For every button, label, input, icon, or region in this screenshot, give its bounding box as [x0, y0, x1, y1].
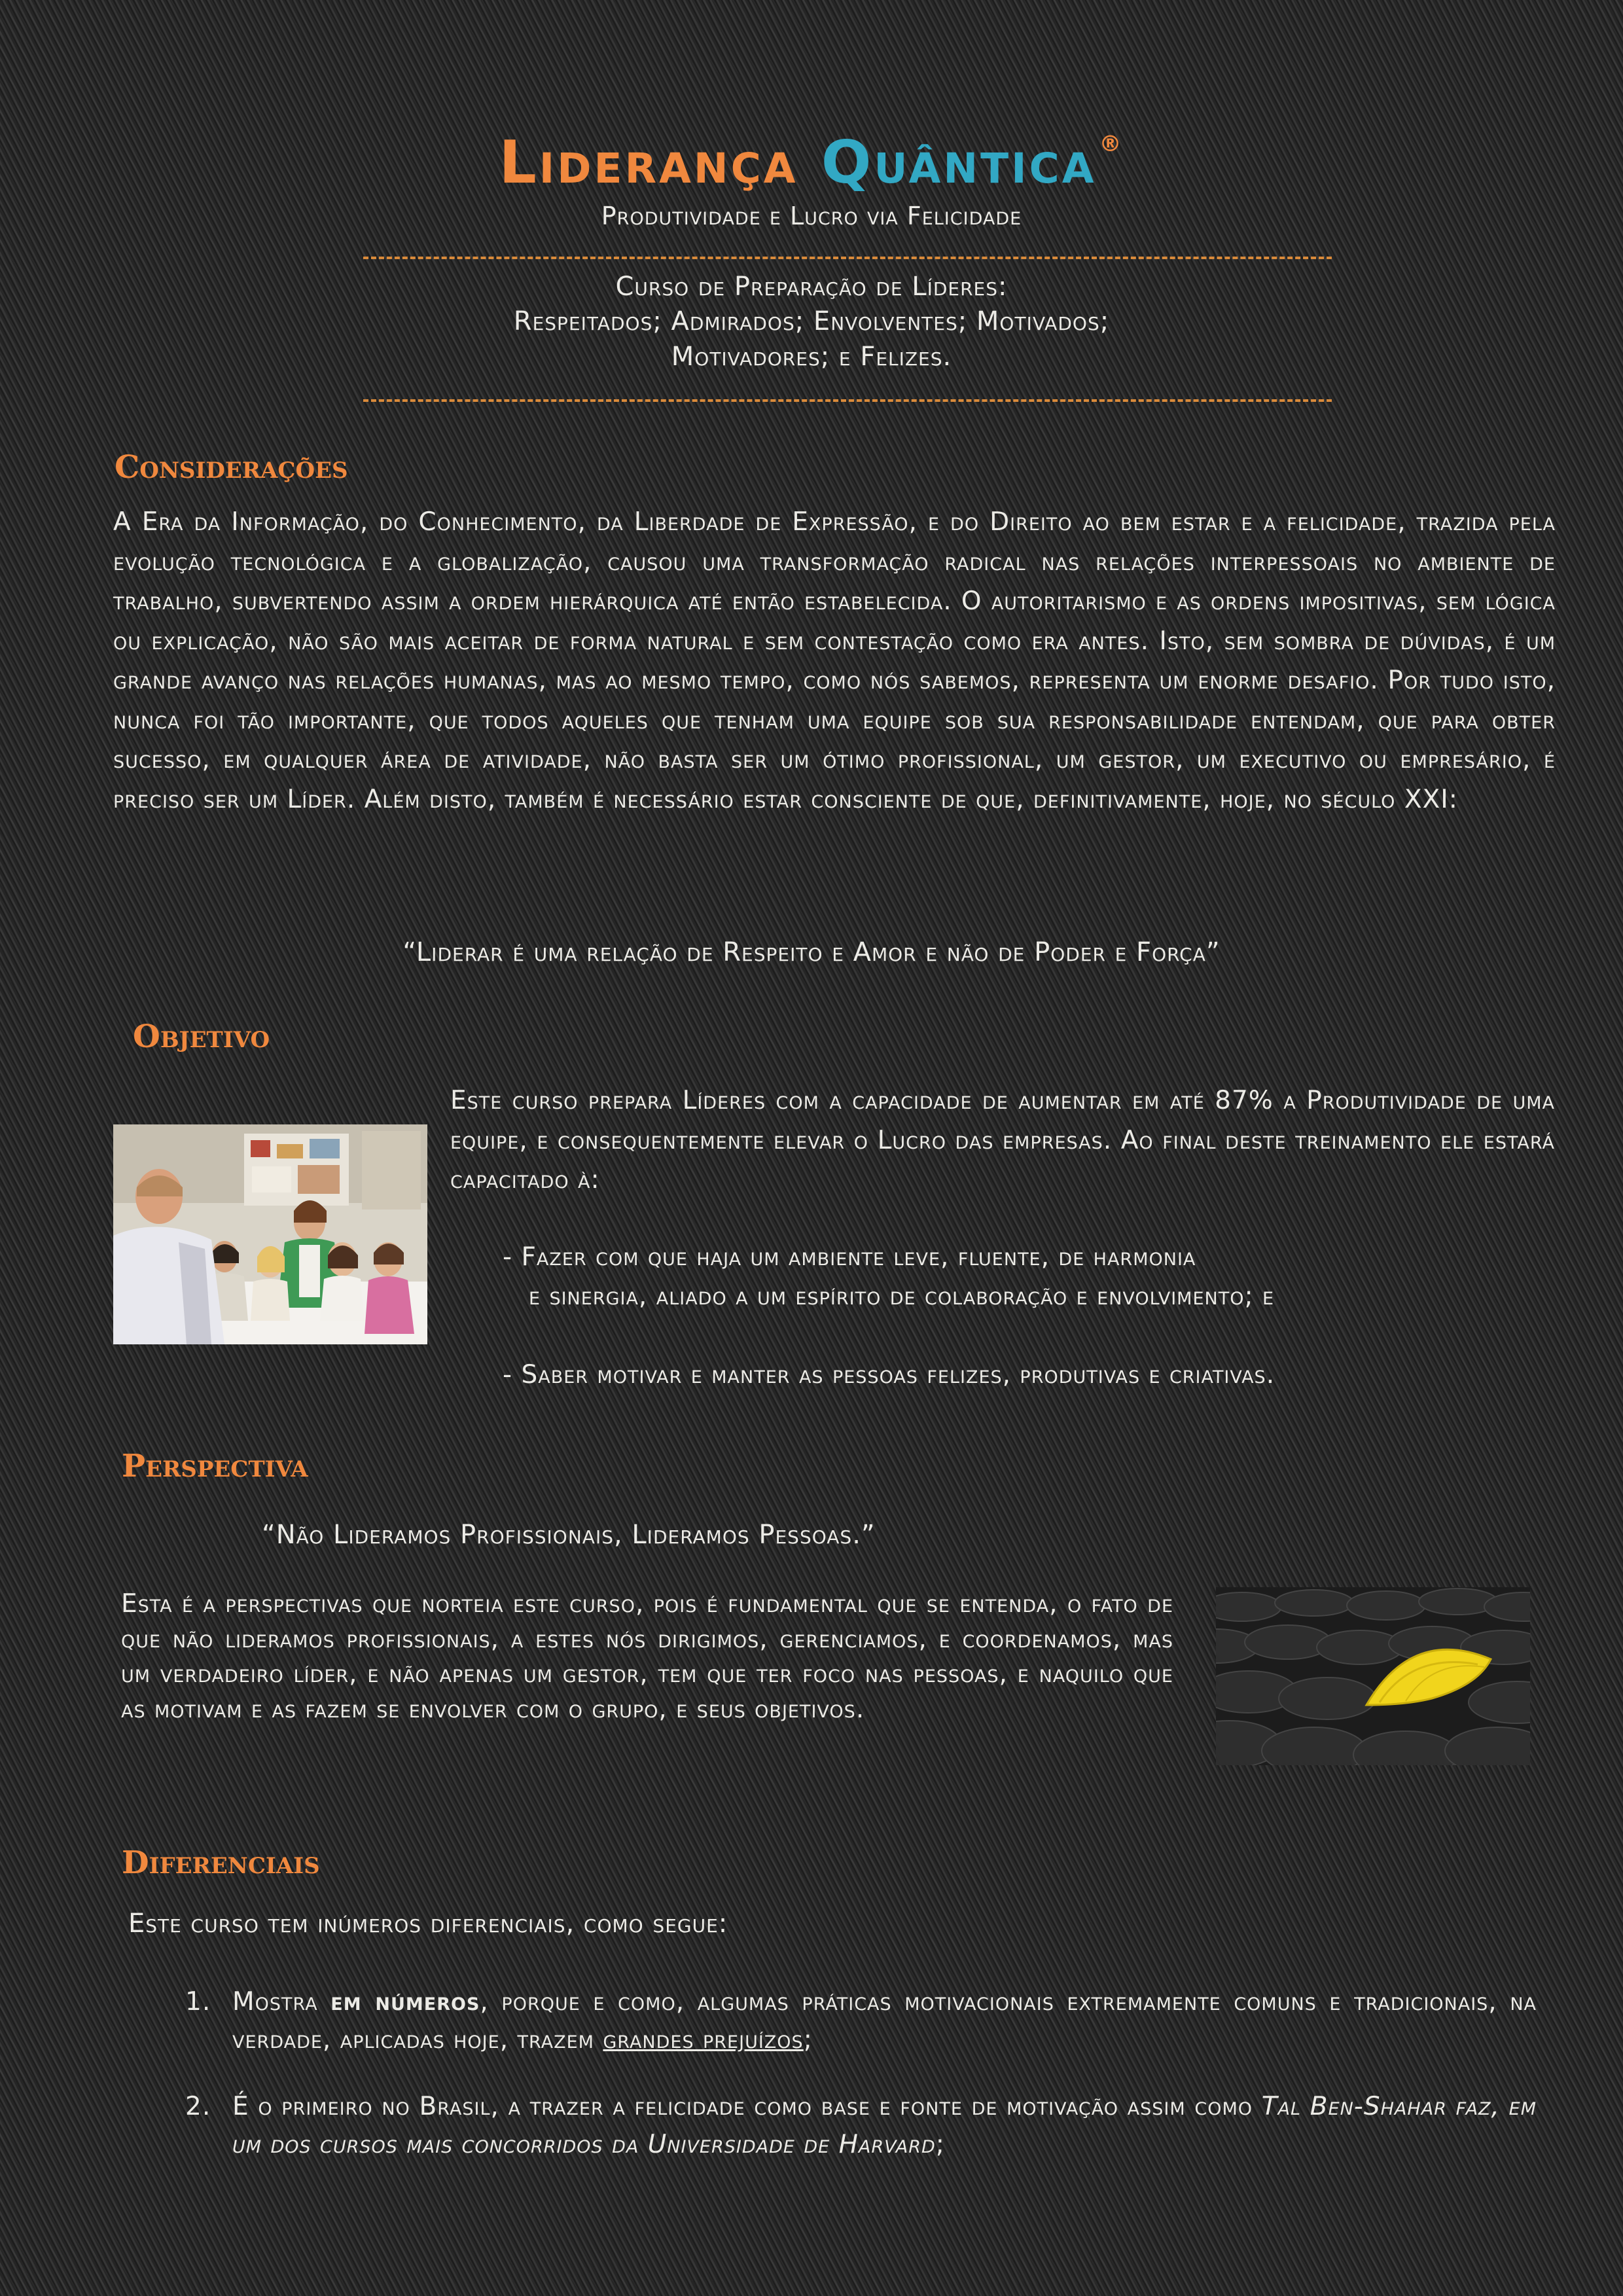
- quote-liderar: “Liderar é uma relação de Respeito e Amor e não de Poder e Força”: [402, 937, 1221, 967]
- heading-diferenciais: Diferenciais: [122, 1844, 320, 1881]
- perspectiva-body: Esta é a perspectivas que norteia este curso, pois é fundamental que se entenda, o fato de que não lideramos profissionais, a estes nós dirigimos, gerenciamos, e coordenamos, mas um verdadeiro líder, e não apenas um gestor, tem que ter foco nas pessoas, e naquilo que as motivam e as fazem se envolver com o grupo, e seus objetivos.: [121, 1589, 1173, 1724]
- diferencial-item-1: [185, 1983, 1537, 2059]
- brand-title: [0, 128, 1623, 197]
- dashed-divider-bottom: [363, 399, 1332, 402]
- quote-pessoas: “Não Lideramos Profissionais, Lideramos Pessoas.”: [262, 1520, 876, 1550]
- objetivo-body: Este curso prepara Líderes com a capacidade de aumentar em até 87% a Produtividade de uma equipe, e consequentemente elevar o Lucro das empresas. Ao final deste treinamento ele estará capacitado à:: [450, 1086, 1555, 1194]
- dashed-divider-top: [363, 257, 1332, 259]
- diferencial-item-2: [185, 2088, 1537, 2164]
- brand-word-2: Quântica: [821, 128, 1097, 197]
- yellow-umbrella-photo: [1216, 1587, 1530, 1765]
- item-text: , porque e como, algumas práticas motivacionais extremamente comuns e tradicionais, na verdade, aplicadas hoje, trazem: [232, 1987, 1537, 2054]
- item-text: Mostra: [232, 1987, 331, 2017]
- item-number: 2.: [185, 2092, 211, 2121]
- course-line-1: Curso de Preparação de Líderes:: [615, 272, 1008, 302]
- item-underlined: grandes prejuízos: [603, 2025, 804, 2054]
- brand-word-1: Liderança: [499, 128, 798, 197]
- consideracoes-body: A Era da Informação, do Conhecimento, da Liberdade de Expressão, e do Direito ao bem estar e a felicidade, trazida pela evolução tecnológica e a globalização, causou uma transformação radical nas relações interpessoais no ambiente de trabalho, subvertendo assim a ordem hierárquica até então estabelecida. O autoritarismo e as ordens impositivas, sem lógica ou explicação, não são mais aceitar de forma natural e sem contestação como era antes. Isto, sem sombra de dúvidas, é um grande avanço nas relações humanas, mas ao mesmo tempo, como nós sabemos, representa um enorme desafio. Por tudo isto, nunca foi tão importante, que todos aqueles que tenham uma equipe sob sua responsabilidade entendam, que para obter sucesso, em qualquer área de atividade, não basta ser um ótimo profissional, um gestor, um executivo ou empresário, é preciso ser um Líder. Além disto, também é necessário estar consciente de que, definitivamente, hoje, no século XXI:: [113, 507, 1556, 814]
- course-line-2: Respeitados; Admirados; Envolventes; Motivados;: [513, 306, 1110, 336]
- item-text: É o primeiro no Brasil, a trazer a felicidade como base e fonte de motivação assim como: [232, 2092, 1262, 2121]
- registered-mark: ®: [1099, 131, 1124, 157]
- item-text: ;: [935, 2130, 945, 2159]
- subtitle: Produtividade e Lucro via Felicidade: [601, 202, 1022, 230]
- item-italic: Tal Ben-Shahar faz, em um dos cursos mais concorridos da Universidade de Harvard: [232, 2092, 1537, 2159]
- heading-objetivo: Objetivo: [133, 1018, 270, 1055]
- objetivo-bullet-2: - Saber motivar e manter as pessoas felizes, produtivas e criativas.: [503, 1360, 1275, 1390]
- objetivo-bullet-1: - Fazer com que haja um ambiente leve, fluente, de harmonia: [503, 1242, 1196, 1272]
- heading-consideracoes: Considerações: [115, 449, 348, 486]
- team-meeting-photo: [113, 1124, 427, 1344]
- item-text: ;: [803, 2025, 813, 2054]
- heading-perspectiva: Perspectiva: [122, 1448, 308, 1484]
- item-emphasis: em números: [330, 1987, 480, 2017]
- course-line-3: Motivadores; e Felizes.: [671, 342, 952, 372]
- item-number: 1.: [185, 1987, 211, 2017]
- objetivo-bullet-1-continuation: e sinergia, aliado a um espírito de colaboração e envolvimento; e: [529, 1282, 1275, 1311]
- diferenciais-intro: Este curso tem inúmeros diferenciais, como segue:: [128, 1909, 728, 1939]
